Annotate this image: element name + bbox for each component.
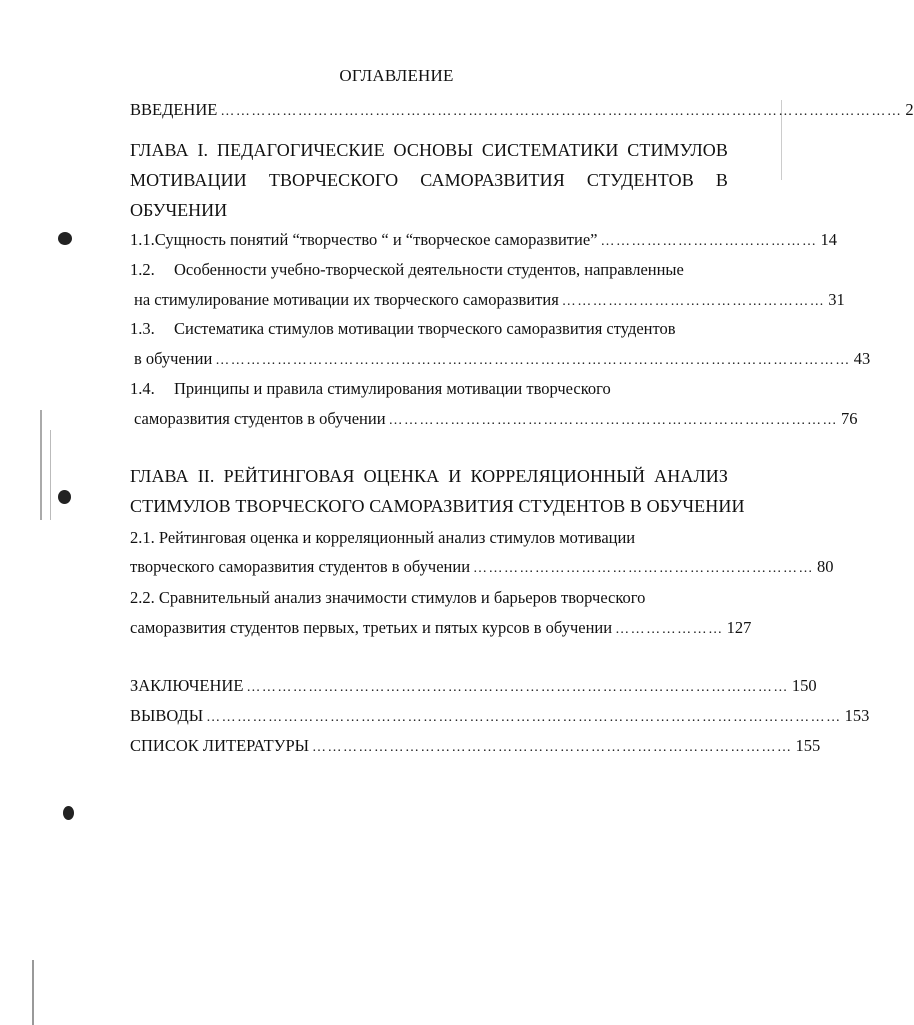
toc-entry-1-3-cont: [134, 349, 871, 369]
toc-entry-1-4: [130, 379, 728, 399]
toc-entry-1-4-cont: [134, 409, 858, 429]
dot-leader: ……………………………………………………………………………………………………………: [215, 353, 851, 368]
toc-entry-1-3: [130, 319, 728, 339]
toc-entry-label: Принципы и правила стимулирования мотивации творческого: [174, 379, 611, 398]
toc-page-number: 76: [841, 409, 858, 428]
chapter1-heading-line2: МОТИВАЦИИ ТВОРЧЕСКОГО САМОРАЗВИТИЯ СТУДЕНТОВ В: [130, 170, 728, 190]
dot-leader: ……………………………………: [600, 234, 818, 249]
punch-hole-mark: [63, 806, 74, 820]
section-number: 1.2.: [130, 260, 155, 279]
toc-entry-2-2-cont: [130, 618, 752, 638]
scan-streak: [32, 960, 34, 1025]
chapter1-heading-line3: ОБУЧЕНИИ: [130, 200, 228, 220]
dot-leader: ……………………………………………………………………………………………………………………: [220, 104, 903, 119]
toc-page-number: 2: [905, 100, 914, 119]
toc-page-number: 80: [817, 557, 834, 576]
toc-entry-label: СПИСОК ЛИТЕРАТУРЫ: [130, 736, 310, 755]
toc-entry-1-1: [130, 230, 837, 250]
toc-entry-label: саморазвития студентов в обучении: [134, 409, 386, 428]
chapter2-heading-line1: ГЛАВА II. РЕЙТИНГОВАЯ ОЦЕНКА И КОРРЕЛЯЦИОННЫЙ АНАЛИЗ: [130, 466, 728, 486]
toc-entry-1-2: [130, 260, 728, 280]
toc-entry-1-2-cont: [134, 290, 845, 310]
toc-entry-findings: [130, 706, 870, 726]
scan-streak: [50, 430, 51, 520]
chapter2-heading-line2: СТИМУЛОВ ТВОРЧЕСКОГО САМОРАЗВИТИЯ СТУДЕНТОВ В ОБУЧЕНИИ: [130, 496, 745, 516]
toc-entry-label: творческого саморазвития студентов в обучении: [130, 557, 471, 576]
dot-leader: …………………………………………………………………………………: [312, 740, 793, 755]
dot-leader: ……………………………………………………………………………………………: [246, 680, 789, 695]
toc-entry-2-1: 2.1. Рейтинговая оценка и корреляционный анализ стимулов мотивации: [130, 528, 636, 547]
dot-leader: ……………………………………………………………………………: [388, 413, 839, 428]
toc-entry-references: [130, 736, 821, 756]
scan-streak: [40, 410, 42, 520]
toc-page-number: 43: [853, 349, 871, 368]
chapter1-heading-line1: ГЛАВА I. ПЕДАГОГИЧЕСКИЕ ОСНОВЫ СИСТЕМАТИКИ СТИМУЛОВ: [130, 140, 728, 160]
toc-entry-label: ВВЕДЕНИЕ: [130, 100, 218, 119]
dot-leader: ……………………………………………: [561, 294, 826, 309]
toc-page-number: 150: [791, 676, 817, 695]
section-number: 1.4.: [130, 379, 155, 398]
toc-page-number: 127: [726, 618, 752, 637]
toc-page-number: 153: [844, 706, 870, 725]
toc-entry-2-1-cont: [130, 557, 834, 577]
dot-leader: …………………: [615, 622, 724, 637]
punch-hole-mark: [58, 490, 71, 504]
toc-page-number: 31: [828, 290, 845, 309]
dot-leader: ……………………………………………………………………………………………………………: [206, 710, 842, 725]
toc-title: ОГЛАВЛЕНИЕ: [339, 66, 454, 85]
dot-leader: …………………………………………………………: [473, 561, 815, 576]
toc-entry-intro: [130, 100, 914, 120]
toc-entry-label: ВЫВОДЫ: [130, 706, 204, 725]
toc-entry-conclusion: [130, 676, 817, 696]
punch-hole-mark: [58, 232, 72, 245]
toc-entry-label: Систематика стимулов мотивации творческого саморазвития студентов: [174, 319, 676, 338]
toc-entry-label: Особенности учебно-творческой деятельности студентов, направленные: [174, 260, 684, 279]
toc-entry-label: саморазвития студентов первых, третьих и пятых курсов в обучении: [130, 618, 613, 637]
toc-entry-label: в обучении: [134, 349, 213, 368]
toc-entry-label: Сущность понятий “творчество “ и “творческое саморазвитие”: [154, 230, 598, 249]
toc-entry-2-2: 2.2. Сравнительный анализ значимости стимулов и барьеров творческого: [130, 588, 646, 607]
toc-page-number: 155: [795, 736, 821, 755]
toc-entry-label: на стимулирование мотивации их творческого саморазвития: [134, 290, 559, 309]
toc-entry-label: ЗАКЛЮЧЕНИЕ: [130, 676, 244, 695]
section-number: 1.1.: [130, 230, 155, 249]
toc-page-number: 14: [820, 230, 837, 249]
section-number: 1.3.: [130, 319, 155, 338]
